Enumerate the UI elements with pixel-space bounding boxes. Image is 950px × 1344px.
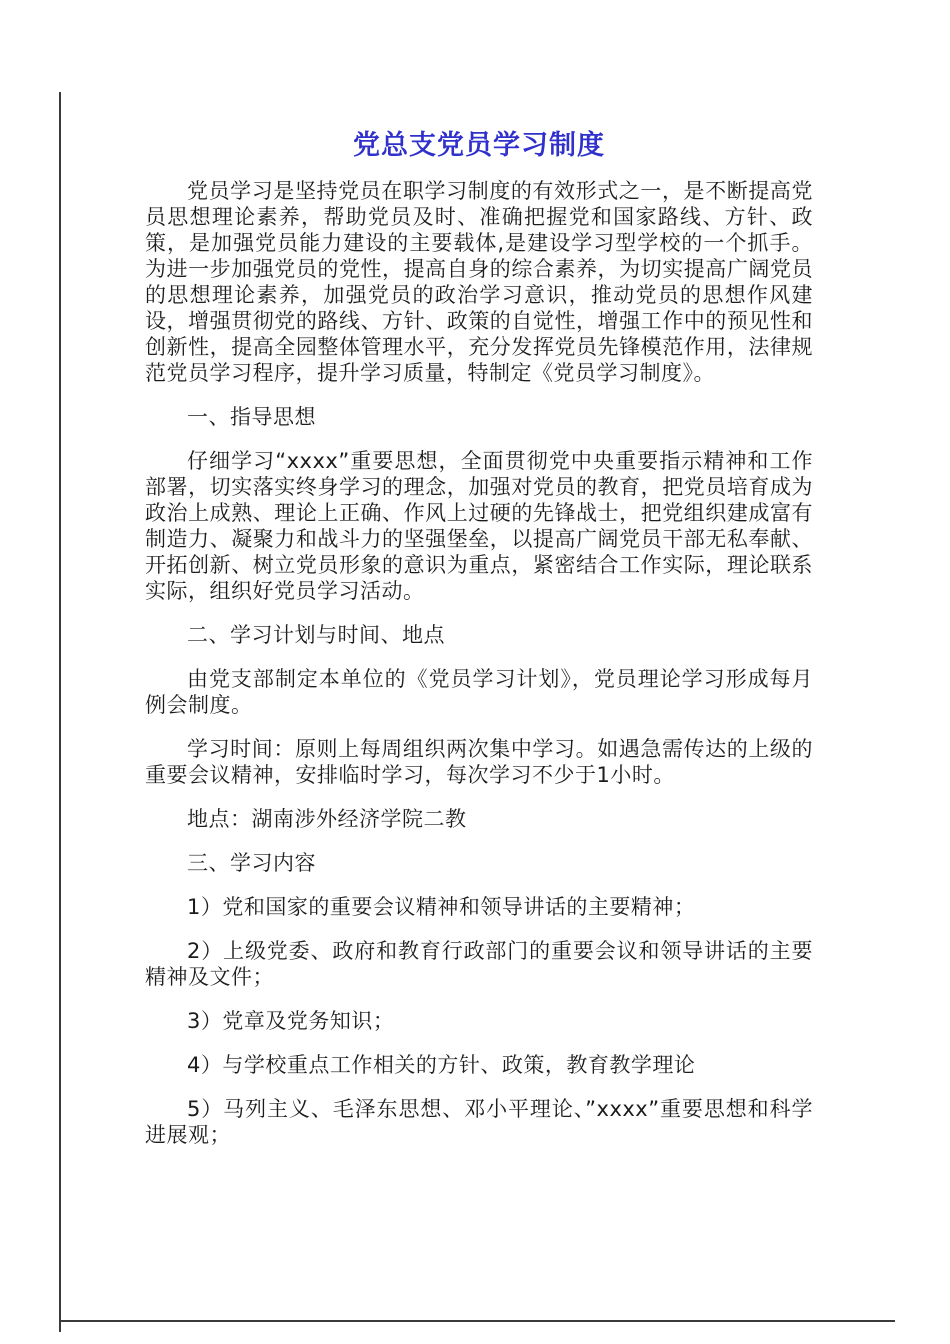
paragraph: 4）与学校重点工作相关的方针、政策，教育教学理论 — [187, 1053, 696, 1077]
page-border-left — [59, 92, 61, 1332]
paragraph: 5）马列主义、毛泽东思想、邓小平理论、”xxxx”重要思想和科学进展观； — [145, 1097, 813, 1147]
paragraph: 由党支部制定本单位的《党员学习计划》，党员理论学习形成每月例会制度。 — [145, 667, 813, 717]
paragraph: 党员学习是坚持党员在职学习制度的有效形式之一，是不断提高党员思想理论素养，帮助党员及时、准确把握党和国家路线、方针、政策，是加强党员能力建设的主要载体,是建设学习型学校的一个抓手。为进一步加强党员的党性，提高自身的综合素养，为切实提高广阔党员的思想理论素养，加强党员的政治学习意识，推动党员的思想作风建设，增强贯彻党的路线、方针、政策的自觉性，增强工作中的预见性和创新性，提高全园整体管理水平，充分发挥党员先锋模范作用，法律规范党员学习程序，提升学习质量，特制定《党员学习制度》。 — [145, 179, 813, 385]
paragraph: 三、学习内容 — [187, 851, 316, 875]
document-content — [145, 130, 813, 1166]
paragraph: 1）党和国家的重要会议精神和领导讲话的主要精神； — [187, 895, 696, 919]
paragraph: 二、学习计划与时间、地点 — [187, 623, 445, 647]
paragraph: 一、指导思想 — [187, 405, 316, 429]
paragraph: 地点：湖南涉外经济学院二教 — [187, 807, 467, 831]
paragraph: 学习时间：原则上每周组织两次集中学习。如遇急需传达的上级的重要会议精神，安排临时学习，每次学习不少于1小时。 — [145, 737, 813, 787]
page-border-bottom — [59, 1320, 895, 1322]
paragraph: 2）上级党委、政府和教育行政部门的重要会议和领导讲话的主要精神及文件； — [145, 939, 813, 989]
paragraph: 3）党章及党务知识； — [187, 1009, 395, 1033]
document-body — [145, 178, 813, 1148]
paragraph: 仔细学习“xxxx”重要思想，全面贯彻党中央重要指示精神和工作部署，切实落实终身学习的理念，加强对党员的教育，把党员培育成为政治上成熟、理论上正确、作风上过硬的先锋战士，把党组织建成富有制造力、凝聚力和战斗力的坚强堡垒，以提高广阔党员干部无私奉献、开拓创新、树立党员形象的意识为重点，紧密结合工作实际，理论联系实际，组织好党员学习活动。 — [145, 449, 813, 603]
document-title: 党总支党员学习制度 — [353, 130, 605, 161]
